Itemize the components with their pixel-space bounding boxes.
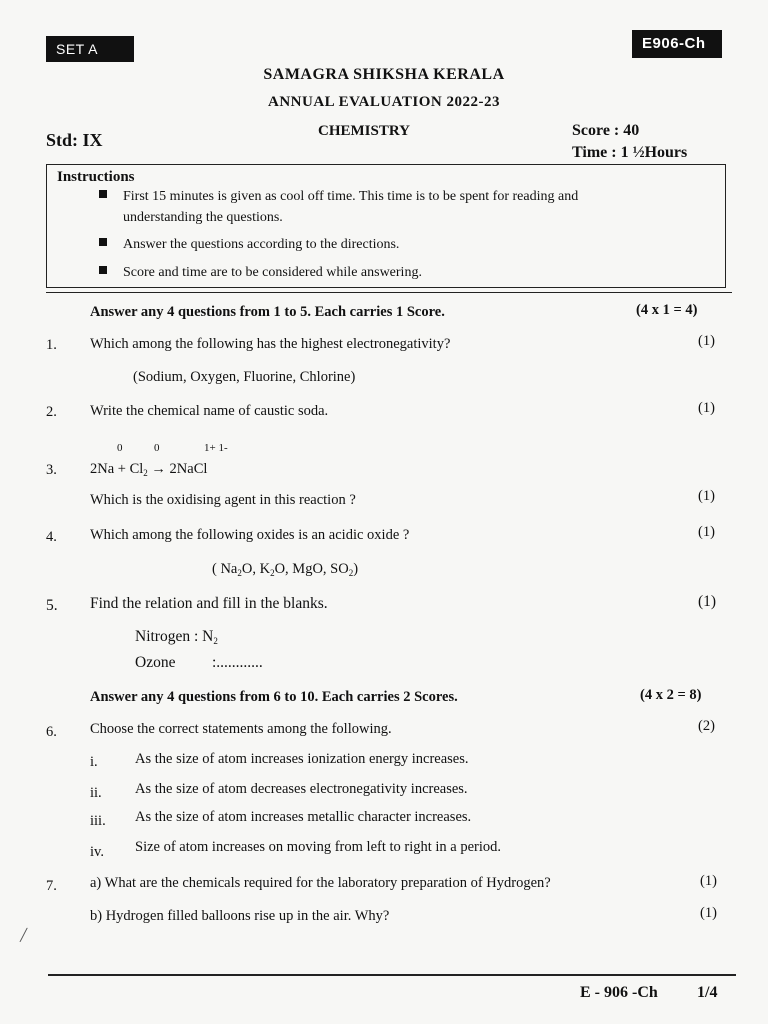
statement-text: As the size of atom increases ionization energy increases.	[135, 751, 469, 767]
footer-divider	[48, 974, 736, 976]
paper-code-tag: E906-Ch	[632, 30, 722, 58]
chemical-equation: $2Na + Cl_2$ → 2NaCl	[90, 461, 208, 478]
question-text: Choose the correct statements among the following.	[90, 721, 392, 737]
question-text: Which among the following oxides is an acidic oxide ?	[90, 527, 410, 543]
bullet-square-icon	[99, 238, 107, 246]
question-text: Which is the oxidising agent in this reaction ?	[90, 492, 356, 508]
question-number: 3.	[46, 462, 57, 478]
relation-line: Nitrogen : $N_2$	[135, 628, 218, 646]
score-label: Score : 40	[572, 122, 640, 139]
set-tag: SET A	[46, 36, 134, 62]
question-score: (1)	[698, 593, 717, 610]
question-score: (1)	[698, 524, 715, 540]
question-number: 6.	[46, 724, 57, 740]
instruction-item: First 15 minutes is given as cool off time. This time is to be spent for reading and understanding the questions.	[99, 186, 619, 228]
instruction-item: Answer the questions according to the directions.	[99, 234, 619, 254]
exam-title: ANNUAL EVALUATION 2022-23	[268, 94, 500, 110]
question-number: 5.	[46, 597, 58, 614]
question-number: 4.	[46, 529, 57, 545]
section-heading: Answer any 4 questions from 6 to 10. Each carries 2 Scores.	[90, 689, 458, 705]
divider	[46, 292, 732, 293]
question-number: 2.	[46, 404, 57, 420]
question-number: 7.	[46, 878, 57, 894]
question-text: Which among the following has the highest electronegativity?	[90, 336, 451, 352]
oxidation-state: 0	[154, 442, 160, 454]
instruction-item: Score and time are to be considered while answering.	[99, 262, 619, 282]
statement-text: As the size of atom increases metallic character increases.	[135, 809, 472, 825]
bullet-square-icon	[99, 190, 107, 198]
question-score: (1)	[698, 488, 715, 504]
question-options: ( $Na_2O$, $K_2O$, MgO, $SO_2$)	[212, 561, 359, 578]
statement-text: As the size of atom decreases electronegativity increases.	[135, 781, 468, 797]
oxidation-state: 0	[117, 442, 123, 454]
statement-text: Size of atom increases on moving from left to right in a period.	[135, 839, 502, 855]
subject-title: CHEMISTRY	[318, 123, 410, 139]
page-number: 1/4	[697, 984, 718, 1001]
question-score: (2)	[698, 718, 715, 734]
instructions-title: Instructions	[57, 169, 135, 185]
section-marks: (4 x 1 = 4)	[636, 302, 698, 318]
margin-mark-icon: ╱	[20, 928, 28, 942]
relation-label: Ozone	[135, 654, 176, 671]
statement-numeral: iv.	[90, 844, 104, 860]
standard-label: Std: IX	[46, 130, 103, 150]
question-score: (1)	[698, 400, 715, 416]
section-heading: Answer any 4 questions from 1 to 5. Each carries 1 Score.	[90, 304, 445, 320]
footer-code: E - 906 -Ch	[580, 984, 658, 1001]
fill-blank: :............	[212, 654, 263, 671]
statement-numeral: ii.	[90, 785, 102, 801]
question-text: Write the chemical name of caustic soda.	[90, 403, 329, 419]
question-part-b: b) Hydrogen filled balloons rise up in the air. Why?	[90, 908, 390, 924]
question-options: (Sodium, Oxygen, Fluorine, Chlorine)	[133, 369, 356, 385]
oxidation-state: 1+ 1-	[204, 442, 228, 454]
question-score: (1)	[700, 905, 717, 921]
question-score: (1)	[700, 873, 717, 889]
time-label: Time : 1 ½Hours	[572, 144, 688, 161]
statement-numeral: i.	[90, 754, 98, 770]
organization-title: SAMAGRA SHIKSHA KERALA	[263, 66, 505, 83]
statement-numeral: iii.	[90, 813, 106, 829]
question-part-a: a) What are the chemicals required for the laboratory preparation of Hydrogen?	[90, 875, 551, 891]
bullet-square-icon	[99, 266, 107, 274]
question-number: 1.	[46, 337, 57, 353]
section-marks: (4 x 2 = 8)	[640, 687, 702, 703]
question-text: Find the relation and fill in the blanks.	[90, 595, 328, 612]
question-score: (1)	[698, 333, 715, 349]
